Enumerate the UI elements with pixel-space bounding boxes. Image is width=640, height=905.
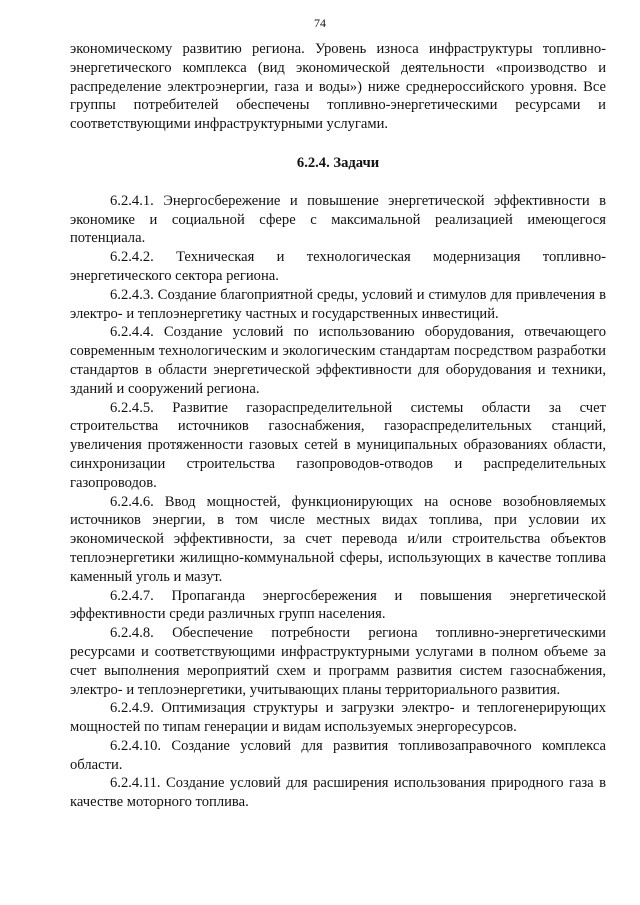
task-paragraph: 6.2.4.5. Развитие газораспределительной системы области за счет строительства источников газоснабжения, газораспределительных станций, увеличения протяженности газовых сетей в муниципальных образованиях области, синхронизации строительства газопроводов-отводов и распределительных газопроводов. <box>70 399 606 491</box>
task-paragraph: 6.2.4.6. Ввод мощностей, функционирующих на основе возобновляемых источников энергии, в том числе местных видах топлива, при условии их экономической эффективности, за счет перевода и/или строительства объектов теплоэнергетики жилищно-коммунальной сферы, использующих в качестве топлива каменный уголь и мазут. <box>70 493 606 585</box>
task-paragraph: 6.2.4.2. Техническая и технологическая модернизация топливно-энергетического сектора региона. <box>70 249 606 284</box>
task-paragraph: 6.2.4.1. Энергосбережение и повышение энергетической эффективности в экономике и социальной сфере с максимальной реализацией имеющегося потенциала. <box>70 192 606 247</box>
section-heading: 6.2.4. Задачи <box>296 154 380 171</box>
task-paragraph: 6.2.4.11. Создание условий для расширения использования природного газа в качестве моторного топлива. <box>70 775 606 811</box>
intro-paragraph: экономическому развитию региона. Уровень износа инфраструктуры топливно-энергетического комплекса (вид экономической деятельности «производство и распределение электроэнергии, газа и воды») ниже среднероссийского уровня. Все группы потребителей обеспечены топливно-энергетическими ресурсами и соответствующими инфраструктурными услугами. <box>70 41 606 133</box>
task-paragraph: 6.2.4.4. Создание условий по использованию оборудования, отвечающего современным технологическим и экологическим стандартам посредством разработки стандартов в области энергетической эффективности для оборудования и техники, зданий и сооружений региона. <box>70 324 606 397</box>
page-content <box>70 40 606 812</box>
page-number: 74 <box>314 16 326 30</box>
task-paragraph: 6.2.4.10. Создание условий для развития топливозаправочного комплекса области. <box>70 737 606 773</box>
task-paragraph: 6.2.4.8. Обеспечение потребности региона топливно-энергетическими ресурсами и соответствующими инфраструктурными услугами в полном объеме за счет выполнения мероприятий схем и программ развития систем газоснабжения, электро- и теплоэнергетики, учитывающих планы территориального развития. <box>70 625 606 698</box>
task-paragraph: 6.2.4.9. Оптимизация структуры и загрузки электро- и теплогенерирующих мощностей по типам генерации и видам используемых энергоресурсов. <box>70 700 606 736</box>
task-paragraph: 6.2.4.7. Пропаганда энергосбережения и повышения энергетической эффективности среди различных групп населения. <box>70 587 606 623</box>
task-paragraph: 6.2.4.3. Создание благоприятной среды, условий и стимулов для привлечения в электро- и теплоэнергетику частных и государственных инвестиций. <box>70 286 606 322</box>
